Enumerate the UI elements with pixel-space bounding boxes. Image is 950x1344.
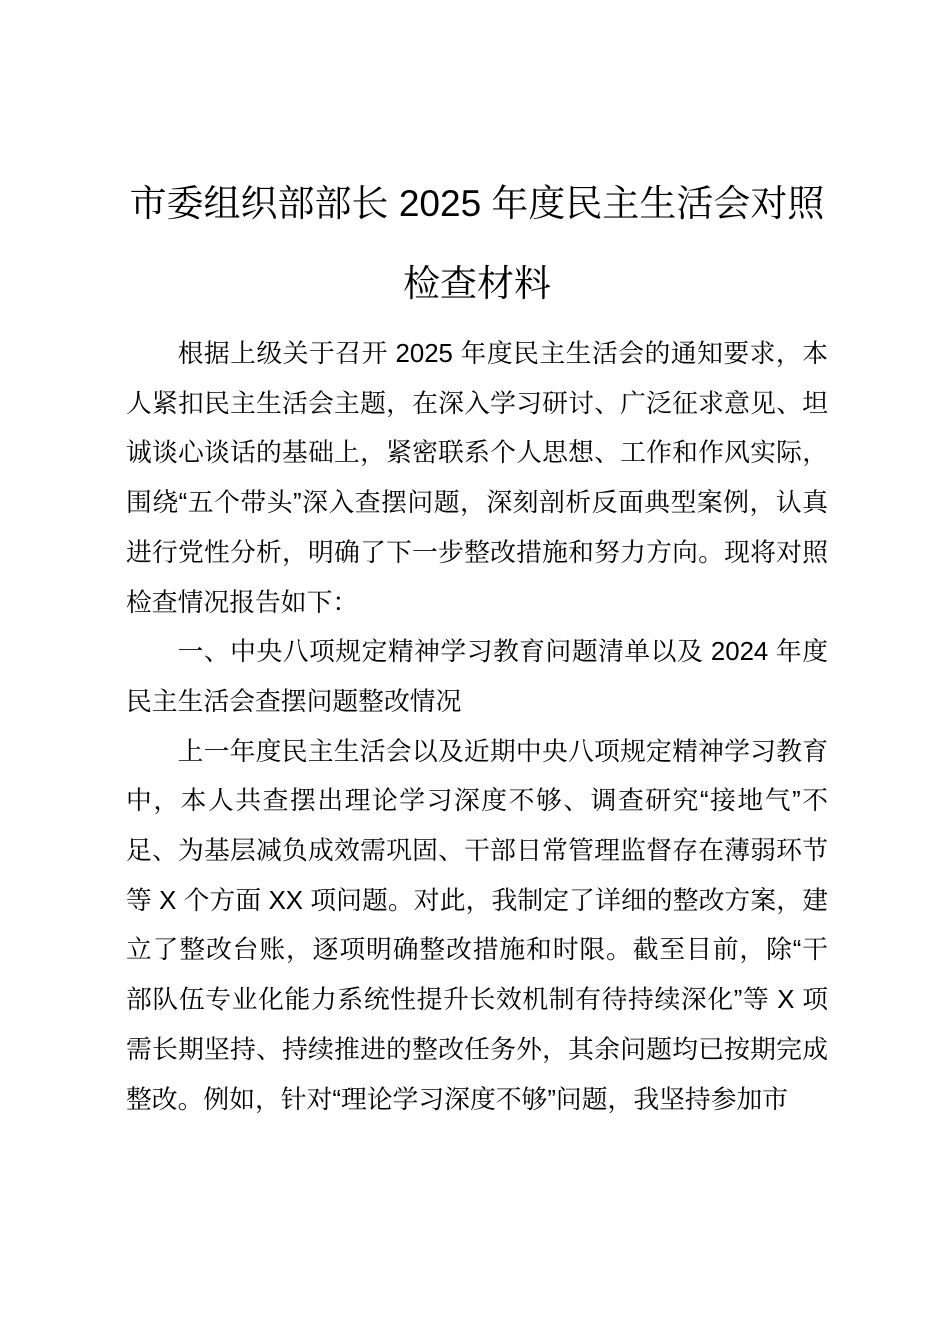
document-title — [126, 164, 828, 324]
document-title-line-2: 检查材料 — [403, 263, 551, 304]
paragraph-intro: 根据上级关于召开 2025 年度民主生活会的通知要求，本人紧扣民主生活会主题，在深入学习研讨、广泛征求意见、坦诚谈心谈话的基础上，紧密联系个人思想、工作和作风实际，围绕“五个带头”深入查摆问题，深刻剖析反面典型案例，认真进行党性分析，明确了下一步整改措施和努力方向。现将对照检查情况报告如下： — [126, 340, 828, 617]
paragraph-section-1-body: 上一年度民主生活会以及近期中央八项规定精神学习教育中，本人共查摆出理论学习深度不够、调查研究“接地气”不足、为基层减负成效需巩固、干部日常管理监督存在薄弱环节等 X 个方面 XX 项问题。对此，我制定了详细的整改方案，建立了整改台账，逐项明确整改措施和时限。截至目前，除“干部队伍专业化能力系统性提升长效机制有待持续深化”等 X 项需长期坚持、持续推进的整改任务外，其余问题均已按期完成整改。例如，针对“理论学习深度不够”问题，我坚持参加市 — [126, 737, 828, 1114]
document-title-line-1: 市委组织部部长 2025 年度民主生活会对照 — [129, 183, 825, 224]
section-heading-1: 一、中央八项规定精神学习教育问题清单以及 2024 年度民主生活会查摆问题整改情况 — [126, 638, 828, 716]
